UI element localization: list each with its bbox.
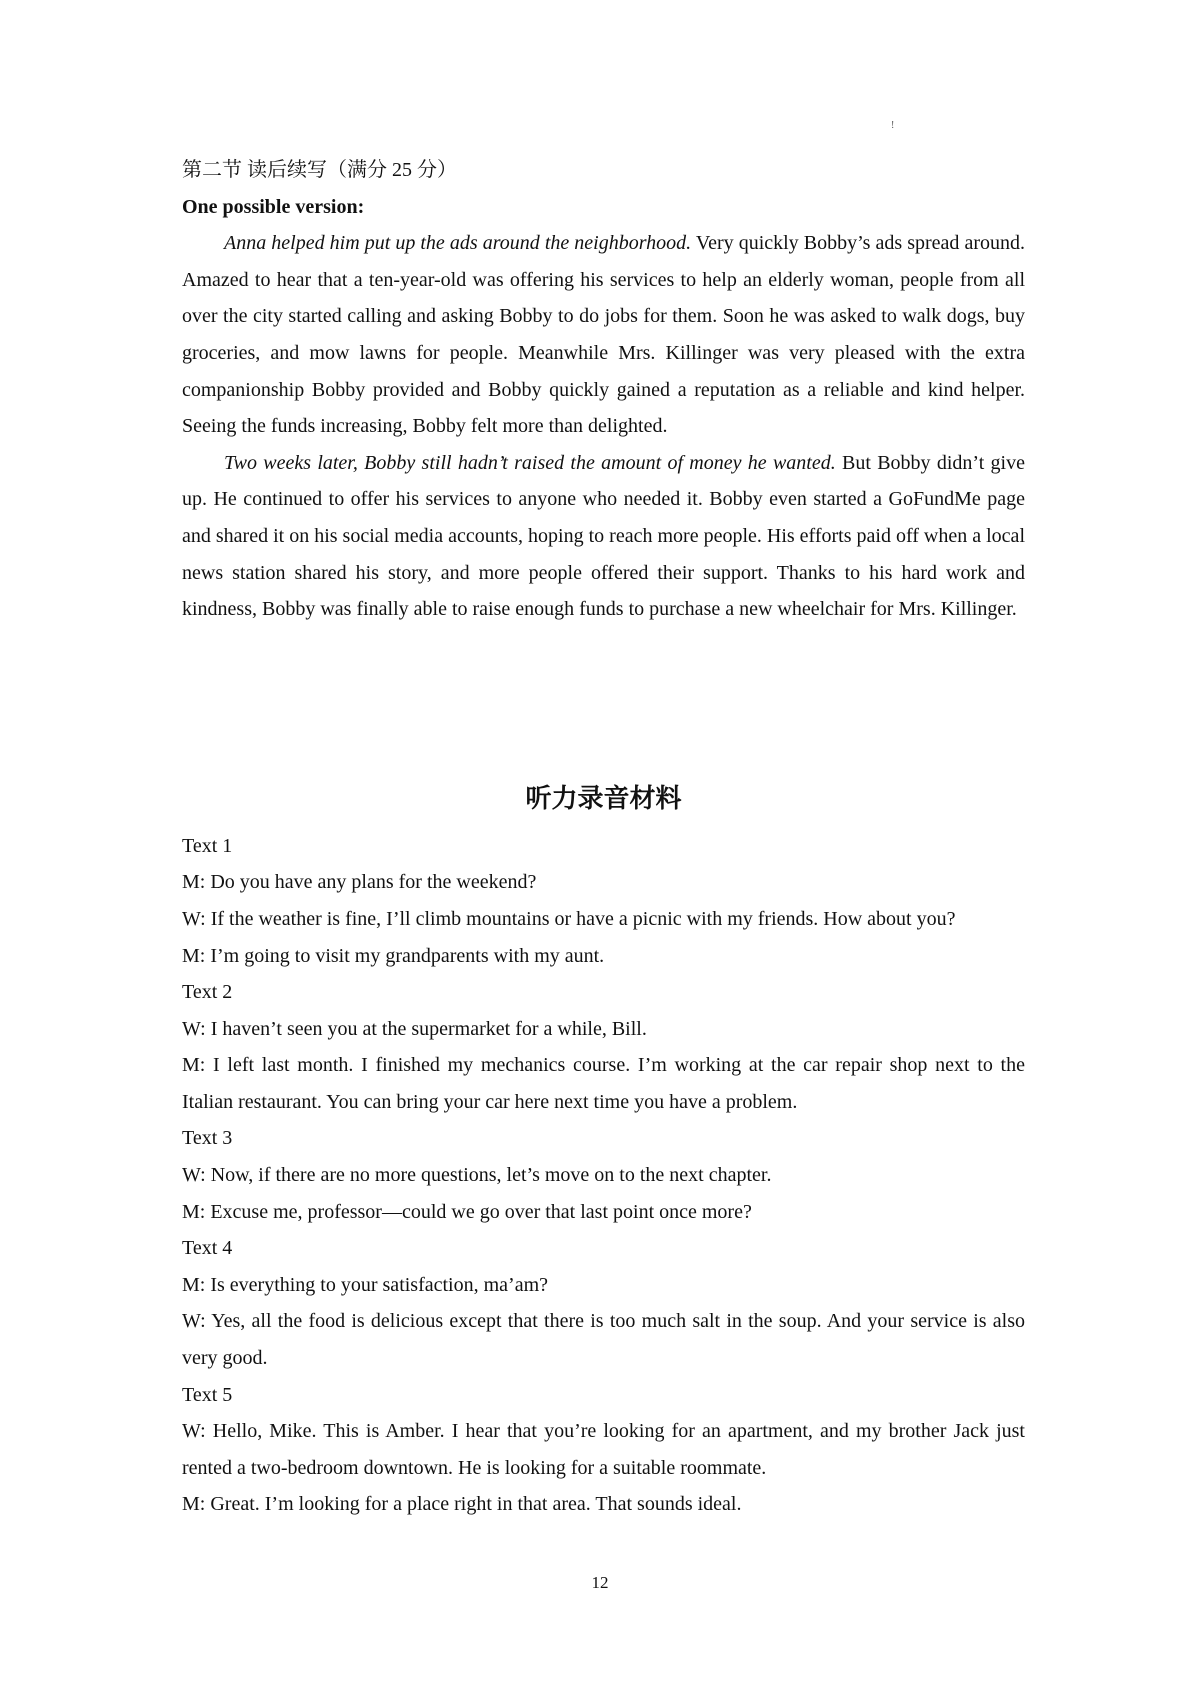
paragraph-body: But Bobby didn’t give up. He continued to offer his services to anyone who needed it. Bobby even started a GoFundMe page and shared it on his social media accounts, hoping to reach more people. His efforts paid off when a local news station shared his story, and more people offered their support. Thanks to his hard work and kindness, Bobby was finally able to raise enough funds to purchase a new wheelchair for Mrs. Killinger.: [182, 451, 1025, 621]
transcript-text-5: [182, 1377, 1025, 1523]
transcript-text-4: [182, 1230, 1025, 1376]
text-label: Text 5: [182, 1383, 233, 1406]
dialog-line: M: Do you have any plans for the weekend?: [182, 871, 537, 894]
dialog-line: M: I left last month. I finished my mechanics course. I’m working at the car repair shop next to the Italian restaurant. You can bring your car here next time you have a problem.: [182, 1054, 1025, 1113]
transcript-text-3: [182, 1120, 1025, 1230]
paragraph-lead-sentence: Anna helped him put up the ads around the neighborhood.: [224, 232, 692, 255]
page-content: [182, 152, 1025, 1523]
stray-mark: !: [891, 120, 895, 131]
dialog-line: M: I’m going to visit my grandparents with my aunt.: [182, 944, 605, 967]
dialog-line: M: Is everything to your satisfaction, ma’am?: [182, 1273, 549, 1296]
essay-paragraph-1: [182, 225, 1025, 445]
dialog-line: W: Hello, Mike. This is Amber. I hear that you’re looking for an apartment, and my brother Jack just rented a two-bedroom downtown. He is looking for a suitable roommate.: [182, 1420, 1025, 1479]
dialog-line: W: I haven’t seen you at the supermarket for a while, Bill.: [182, 1017, 647, 1040]
dialog-line: M: Great. I’m looking for a place right in that area. That sounds ideal.: [182, 1493, 742, 1516]
transcript-text-2: [182, 974, 1025, 1120]
version-label: One possible version:: [182, 195, 365, 218]
dialog-line: M: Excuse me, professor—could we go over that last point once more?: [182, 1200, 752, 1223]
paragraph-body: Very quickly Bobby’s ads spread around. Amazed to hear that a ten-year-old was offering his services to help an elderly woman, people from all over the city started calling and asking Bobby to do jobs for them. Soon he was asked to walk dogs, buy groceries, and mow lawns for people. Meanwhile Mrs. Killinger was very pleased with the extra companionship Bobby provided and Bobby quickly gained a reputation as a reliable and kind helper. Seeing the funds increasing, Bobby felt more than delighted.: [182, 232, 1025, 438]
dialog-line: W: Yes, all the food is delicious except that there is too much salt in the soup. And your service is also very good.: [182, 1310, 1025, 1370]
dialog-line: W: If the weather is fine, I’ll climb mountains or have a picnic with my friends. How about you?: [182, 907, 956, 930]
transcript-text-1: [182, 828, 1025, 974]
page-number: 12: [591, 1573, 609, 1592]
text-label: Text 2: [182, 981, 233, 1004]
text-label: Text 1: [182, 834, 233, 857]
essay-paragraph-2: [182, 445, 1025, 628]
text-label: Text 4: [182, 1237, 233, 1260]
text-label: Text 3: [182, 1127, 233, 1150]
section-heading: 第二节 读后续写（满分 25 分）: [182, 159, 457, 181]
spacer: [182, 628, 1025, 774]
listening-title: 听力录音材料: [525, 783, 682, 814]
dialog-line: W: Now, if there are no more questions, let’s move on to the next chapter.: [182, 1164, 772, 1187]
paragraph-lead-sentence: Two weeks later, Bobby still hadn’t raised the amount of money he wanted.: [224, 451, 836, 474]
